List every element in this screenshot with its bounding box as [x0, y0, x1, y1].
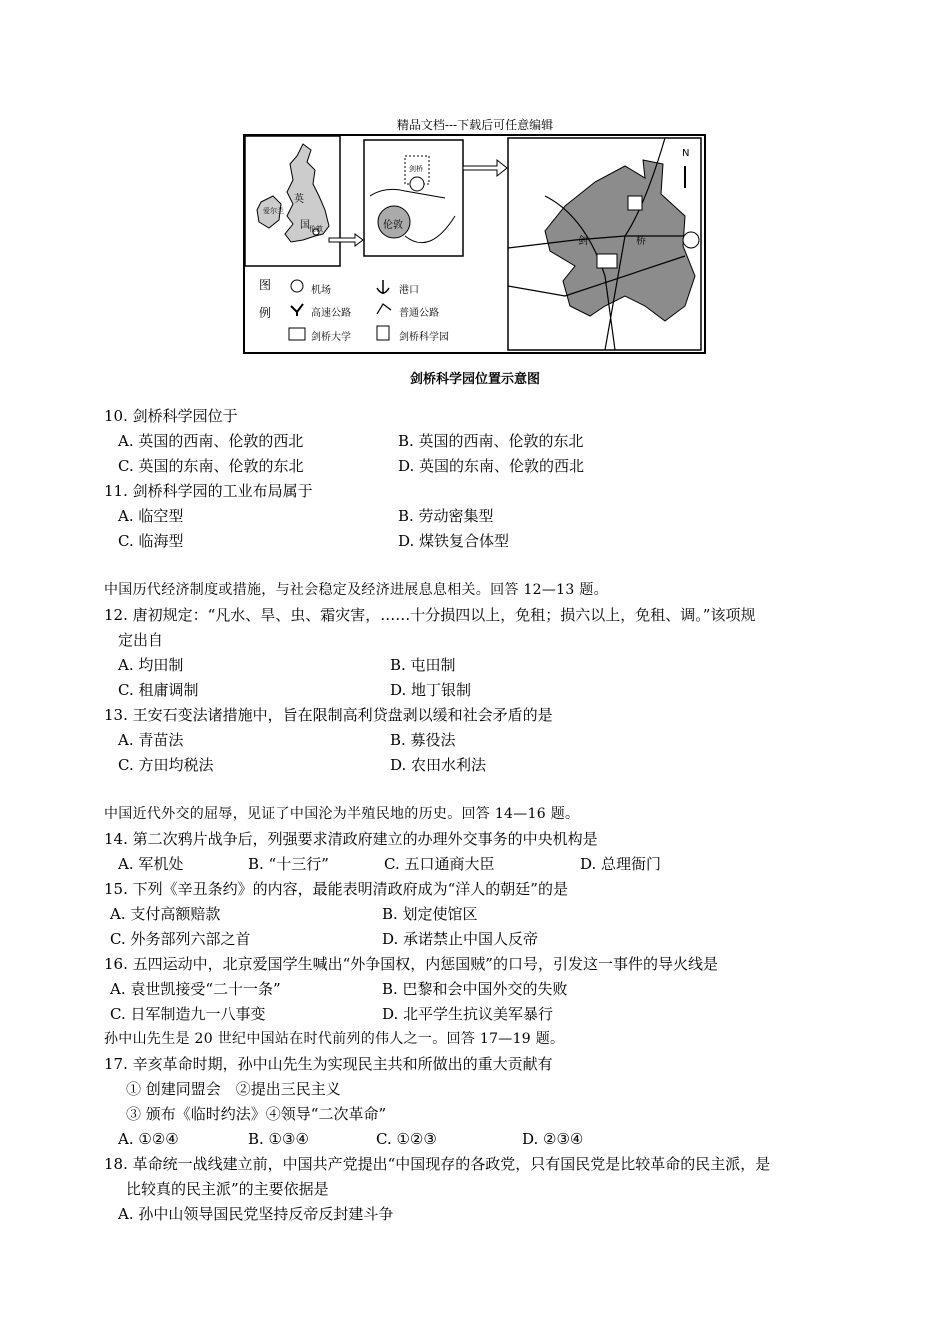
legend-university: 剑桥大学 [311, 332, 351, 343]
q16-option-a: A. 袁世凯接受“二十一条” [110, 980, 281, 998]
map-label-ireland: 爱尔兰 [263, 207, 284, 215]
map-label-north: N [682, 148, 690, 159]
map-label-london-small: 伦敦 [309, 225, 323, 233]
question-12-cont: 定出自 [118, 631, 164, 649]
q13-option-a: A. 青苗法 [118, 731, 184, 749]
q17-option-c: C. ①②③ [376, 1130, 437, 1148]
q16-option-d: D. 北平学生抗议美军暴行 [382, 1005, 554, 1023]
page-header: 精品文档---下载后可任意编辑 [396, 118, 554, 132]
q11-option-d: D. 煤铁复合体型 [398, 532, 510, 550]
q11-option-c: C. 临海型 [118, 532, 184, 550]
port-legend-icon [377, 280, 389, 294]
q14-option-d: D. 总理衙门 [580, 855, 662, 873]
science-park-legend-icon [377, 326, 389, 340]
q13-option-c: C. 方田均税法 [118, 756, 214, 774]
question-15: 15. 下列《辛丑条约》的内容，最能表明清政府成为“洋人的朝廷”的是 [104, 880, 568, 898]
q15-option-a: A. 支付高额赔款 [110, 905, 221, 923]
legend-title-b: 例 [259, 306, 272, 320]
question-18-cont: 比较真的民主派”的主要依据是 [126, 1180, 329, 1198]
q16-option-b: B. 巴黎和会中国外交的失败 [382, 980, 568, 998]
question-12: 12. 唐初规定：“凡水、旱、虫、霜灾害，……十分损四以上，免租；损六以上，免租、调。”该项规 [104, 606, 756, 624]
arrow-right-2 [463, 160, 507, 176]
road-legend-icon [377, 304, 391, 314]
arrow-right-1 [329, 234, 363, 246]
q17-option-d: D. ②③④ [522, 1130, 584, 1148]
intro-14-16: 中国近代外交的屈辱，见证了中国沦为半殖民地的历史。回答 14—16 题。 [104, 806, 580, 822]
question-17: 17. 辛亥革命时期，孙中山先生为实现民主共和所做出的重大贡献有 [104, 1055, 553, 1073]
map-label-england: 英 [294, 194, 304, 205]
legend-highway: 高速公路 [311, 308, 351, 319]
airport-legend-icon [291, 280, 303, 292]
q13-option-b: B. 募役法 [390, 731, 456, 749]
legend-science-park: 剑桥科学园 [399, 332, 449, 343]
q18-option-a: A. 孙中山领导国民党坚持反帝反封建斗争 [118, 1205, 394, 1223]
q12-option-b: B. 屯田制 [390, 656, 456, 674]
figure-caption: 剑桥科学园位置示意图 [409, 372, 540, 387]
q10-option-b: B. 英国的西南、伦敦的东北 [398, 432, 584, 450]
science-park-icon [628, 196, 642, 210]
legend-road: 普通公路 [399, 308, 439, 319]
legend-airport: 机场 [311, 285, 331, 296]
q10-option-a: A. 英国的西南、伦敦的西北 [118, 432, 304, 450]
university-icon [597, 254, 617, 268]
highway-legend-icon [291, 304, 303, 316]
q14-option-a: A. 军机处 [118, 855, 184, 873]
intro-12-13: 中国历代经济制度或措施，与社会稳定及经济进展息息相关。回答 12—13 题。 [104, 582, 608, 598]
q12-option-a: A. 均田制 [118, 656, 184, 674]
map-label-cambridge-small: 剑桥 [409, 165, 423, 173]
map-label-england-2: 国 [300, 220, 310, 231]
question-18: 18. 革命统一战线建立前，中国共产党提出“中国现存的各政党，只有国民党是比较革命的民主派，是 [104, 1155, 771, 1173]
legend-port: 港口 [399, 285, 419, 296]
question-16: 16. 五四运动中，北京爱国学生喊出“外争国权，内惩国贼”的口号，引发这一事件的导火线是 [104, 955, 718, 973]
q14-option-c: C. 五口通商大臣 [384, 855, 495, 873]
cambridge-map-figure [243, 134, 706, 354]
q10-option-d: D. 英国的东南、伦敦的西北 [398, 457, 585, 475]
q17-option-a: A. ①②④ [118, 1130, 179, 1148]
question-11: 11. 剑桥科学园的工业布局属于 [104, 482, 313, 500]
q14-option-b: B. “十三行” [248, 855, 329, 873]
q17-item-3-4: ③ 颁布《临时约法》④领导“二次革命” [126, 1105, 387, 1123]
q16-option-c: C. 日军制造九一八事变 [110, 1005, 266, 1023]
q12-option-c: C. 租庸调制 [118, 681, 199, 699]
q12-option-d: D. 地丁银制 [390, 681, 472, 699]
q17-item-1-2: ① 创建同盟会 ②提出三民主义 [126, 1080, 341, 1098]
q15-option-b: B. 划定使馆区 [382, 905, 478, 923]
map-label-jian: 剑 [578, 236, 588, 247]
q10-option-c: C. 英国的东南、伦敦的东北 [118, 457, 304, 475]
q11-option-a: A. 临空型 [118, 507, 184, 525]
airport-icon-small [410, 177, 424, 191]
q15-option-d: D. 承诺禁止中国人反帝 [382, 930, 539, 948]
map-label-london: 伦敦 [383, 220, 403, 231]
q17-option-b: B. ①③④ [248, 1130, 309, 1148]
q11-option-b: B. 劳动密集型 [398, 507, 494, 525]
q15-option-c: C. 外务部列六部之首 [110, 930, 251, 948]
intro-17-19: 孙中山先生是 20 世纪中国站在时代前列的伟人之一。回答 17—19 题。 [104, 1031, 565, 1047]
question-14: 14. 第二次鸦片战争后，列强要求清政府建立的办理外交事务的中央机构是 [104, 830, 598, 848]
map-label-qiao: 桥 [636, 236, 646, 247]
question-13: 13. 王安石变法诸措施中，旨在限制高利贷盘剥以缓和社会矛盾的是 [104, 706, 553, 724]
university-legend-icon [289, 328, 305, 340]
q13-option-d: D. 农田水利法 [390, 756, 487, 774]
legend-title-a: 图 [259, 278, 272, 292]
question-10: 10. 剑桥科学园位于 [104, 407, 238, 425]
airport-icon-large [683, 232, 699, 248]
